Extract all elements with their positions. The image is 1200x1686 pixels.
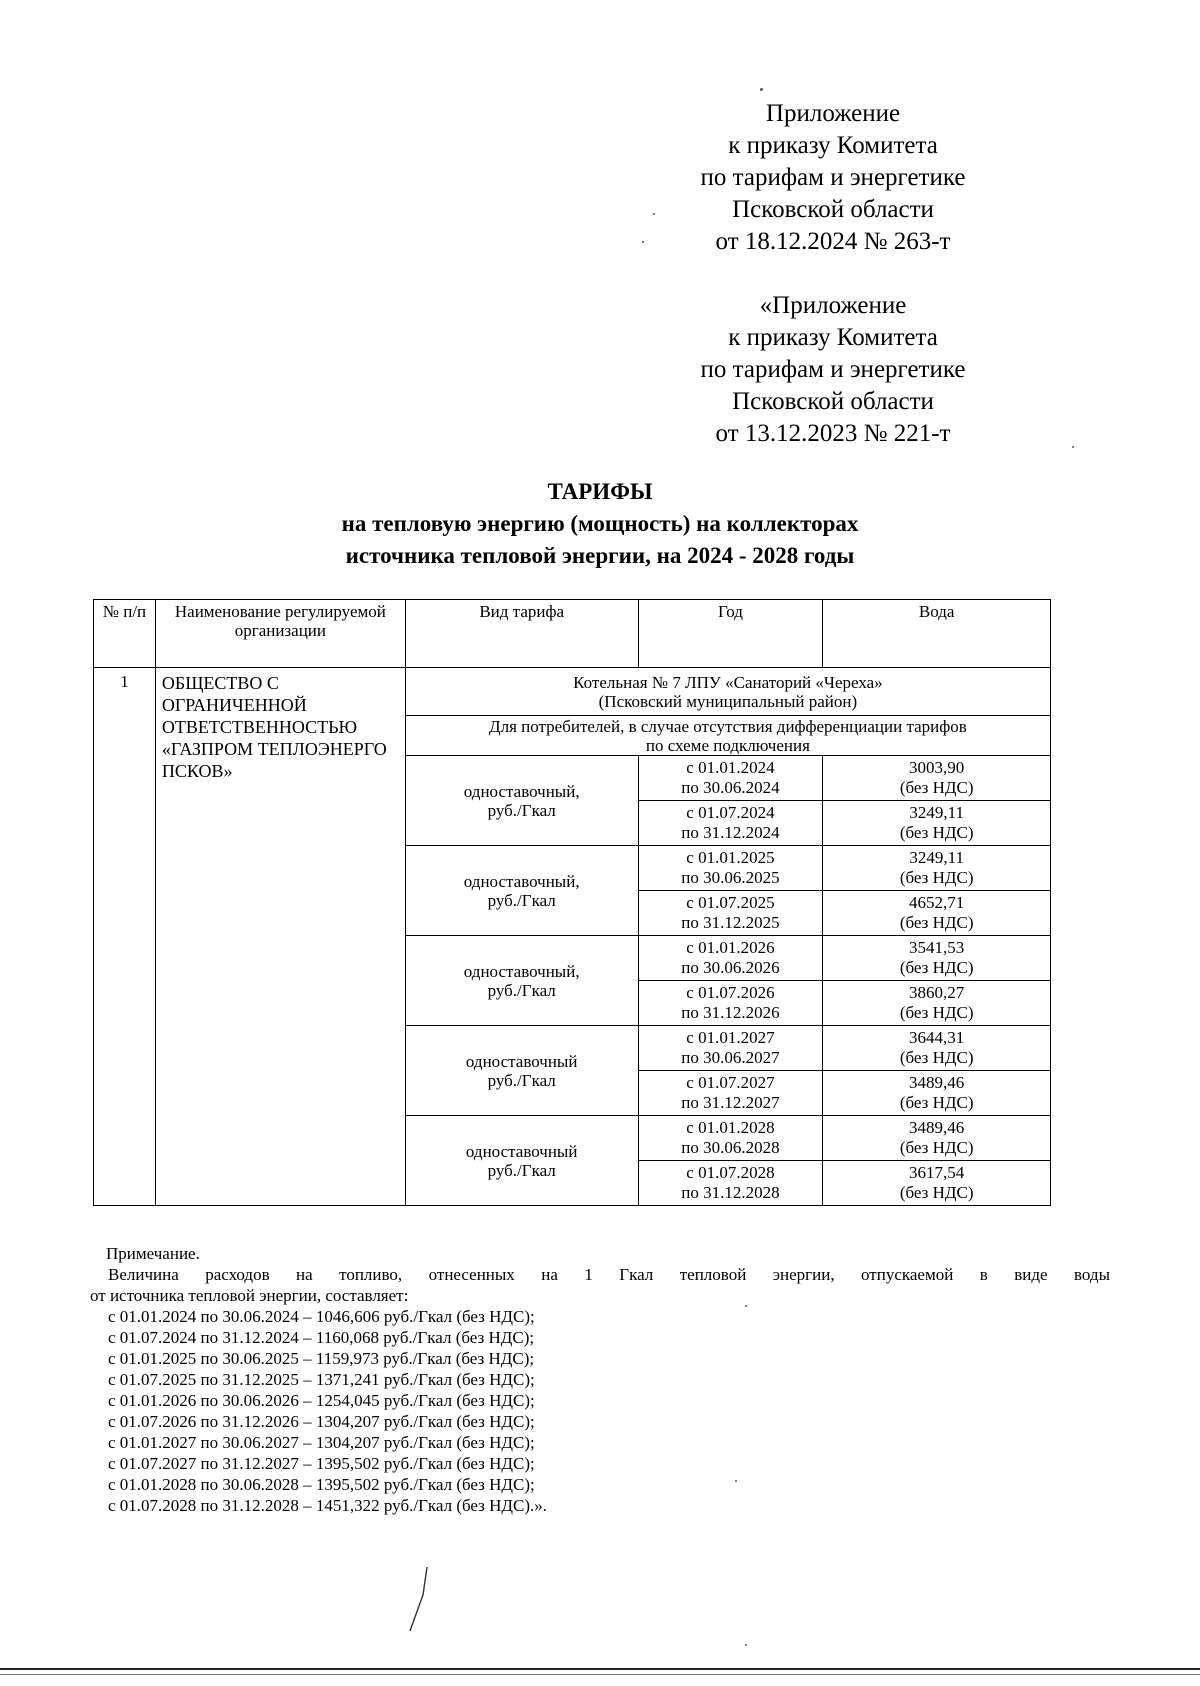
value: 3249,11 (909, 848, 964, 867)
tariff-type-line: одноставочный, (463, 871, 580, 891)
header-line: Псковской области (732, 388, 934, 415)
value: 3541,53 (909, 938, 965, 957)
vat-note: (без НДС) (899, 913, 974, 932)
consumer-line: Для потребителей, в случае отсутствия дифференциации тарифов (489, 716, 967, 736)
scan-speck (653, 213, 655, 215)
notes-heading: Примечание. (106, 1244, 200, 1263)
source-line: Котельная № 7 ЛПУ «Санаторий «Череха» (573, 672, 883, 692)
period-from: с 01.07.2026 (686, 983, 775, 1002)
vat-note: (без НДС) (899, 868, 974, 887)
period (638, 981, 823, 1026)
heat-source (405, 668, 1050, 716)
notes-intro-part1: Величина расходов на топливо, отнесенных на 1 Гкал тепловой энергии, отпускаемой в виде воды (108, 1265, 1110, 1284)
header-line: Псковской области (732, 196, 934, 223)
notes-section (90, 1243, 1110, 1516)
vat-note: (без НДС) (899, 1183, 974, 1202)
tariff-value (823, 936, 1051, 981)
tariff-type-line: одноставочный, (463, 961, 580, 981)
scan-stroke (405, 1565, 435, 1635)
value: 3249,11 (909, 803, 964, 822)
value: 3617,54 (909, 1163, 965, 1182)
period-from: с 01.07.2025 (686, 893, 775, 912)
scan-speck (760, 88, 763, 91)
tariff-value (823, 981, 1051, 1026)
value: 3644,31 (909, 1028, 965, 1047)
tariff-type (405, 1116, 638, 1206)
value: 3489,46 (909, 1118, 965, 1137)
header-line: от 13.12.2023 № 221-т (715, 420, 951, 447)
tariff-value (823, 801, 1051, 846)
tariff-value (823, 1026, 1051, 1071)
scan-speck (642, 241, 644, 243)
period-from: с 01.01.2025 (686, 848, 775, 867)
tariff-value (823, 1071, 1051, 1116)
period (638, 1071, 823, 1116)
notes-intro-part2: от источника тепловой энергии, составляет: (90, 1286, 409, 1305)
period (638, 891, 823, 936)
tariff-unit: руб./Гкал (487, 890, 556, 910)
header-line: по тарифам и энергетике (700, 164, 966, 191)
vat-note: (без НДС) (899, 1048, 974, 1067)
header-num: № п/п (94, 600, 156, 668)
header-tariff-type: Вид тарифа (405, 600, 638, 668)
title-line: источника тепловой энергии, на 2024 - 2028 годы (345, 543, 855, 568)
vat-note: (без НДС) (899, 823, 974, 842)
period-to: по 31.12.2028 (681, 1183, 780, 1202)
period-to: по 31.12.2026 (681, 1003, 780, 1022)
fuel-cost-line: с 01.01.2025 по 30.06.2025 – 1159,973 руб./Гкал (без НДС); (108, 1349, 535, 1368)
document-title (100, 476, 1100, 572)
tariff-value (823, 891, 1051, 936)
tariff-unit: руб./Гкал (487, 980, 556, 1000)
period (638, 936, 823, 981)
period (638, 756, 823, 801)
header-line: по тарифам и энергетике (700, 356, 966, 383)
period (638, 1161, 823, 1206)
tariff-value (823, 756, 1051, 801)
period (638, 846, 823, 891)
scan-speck (1072, 446, 1074, 448)
title-line: ТАРИФЫ (547, 479, 653, 504)
tariff-table (93, 599, 1051, 1206)
fuel-cost-line: с 01.07.2024 по 31.12.2024 – 1160,068 руб./Гкал (без НДС); (108, 1328, 535, 1347)
fuel-cost-line: с 01.07.2026 по 31.12.2026 – 1304,207 руб./Гкал (без НДС); (108, 1412, 535, 1431)
header-year: Год (638, 600, 823, 668)
fuel-cost-line: с 01.07.2028 по 31.12.2028 – 1451,322 руб./Гкал (без НДС).». (108, 1496, 548, 1515)
tariff-type-line: одноставочный (465, 1051, 578, 1071)
period-to: по 30.06.2027 (681, 1048, 780, 1067)
value: 3860,27 (909, 983, 965, 1002)
tariff-type-line: одноставочный, (463, 781, 580, 801)
tariff-type (405, 756, 638, 846)
consumer-category (405, 716, 1050, 756)
header-line: «Приложение (759, 292, 907, 319)
scan-speck (745, 1305, 747, 1307)
period-from: с 01.01.2024 (686, 758, 775, 777)
header-line: к приказу Комитета (728, 132, 938, 159)
tariff-value (823, 1161, 1051, 1206)
period-from: с 01.07.2027 (686, 1073, 775, 1092)
org-name: ОБЩЕСТВО С ОГРАНИЧЕННОЙ ОТВЕТСТВЕННОСТЬЮ «ГАЗПРОМ ТЕПЛОЭНЕРГО ПСКОВ» (155, 668, 405, 1206)
period-to: по 30.06.2026 (681, 958, 780, 977)
period-to: по 31.12.2027 (681, 1093, 780, 1112)
vat-note: (без НДС) (899, 778, 974, 797)
appendix-header (663, 98, 1003, 258)
fuel-cost-line: с 01.07.2027 по 31.12.2027 – 1395,502 руб./Гкал (без НДС); (108, 1454, 535, 1473)
period-from: с 01.01.2026 (686, 938, 775, 957)
tariff-type (405, 936, 638, 1026)
period-to: по 31.12.2024 (681, 823, 780, 842)
header-line: Приложение (765, 100, 901, 127)
period (638, 1116, 823, 1161)
page-edge-line (0, 1668, 1200, 1670)
fuel-cost-line: с 01.01.2028 по 30.06.2028 – 1395,502 руб./Гкал (без НДС); (108, 1475, 535, 1494)
row-number: 1 (94, 668, 156, 1206)
vat-note: (без НДС) (899, 1003, 974, 1022)
fuel-cost-line: с 01.01.2024 по 30.06.2024 – 1046,606 руб./Гкал (без НДС); (108, 1307, 535, 1326)
tariff-type-line: одноставочный (465, 1141, 578, 1161)
table-header-row (94, 600, 1051, 668)
tariff-unit: руб./Гкал (487, 800, 556, 820)
period-from: с 01.01.2028 (686, 1118, 775, 1137)
period-to: по 30.06.2025 (681, 868, 780, 887)
vat-note: (без НДС) (899, 1093, 974, 1112)
tariff-unit: руб./Гкал (487, 1160, 556, 1180)
period-to: по 31.12.2025 (681, 913, 780, 932)
period-to: по 30.06.2028 (681, 1138, 780, 1157)
header-line: к приказу Комитета (728, 324, 938, 351)
period-from: с 01.01.2027 (686, 1028, 775, 1047)
title-line: на тепловую энергию (мощность) на коллекторах (341, 511, 859, 536)
header-line: от 18.12.2024 № 263-т (715, 228, 951, 255)
fuel-cost-line: с 01.01.2026 по 30.06.2026 – 1254,045 руб./Гкал (без НДС); (108, 1391, 535, 1410)
table-row (94, 668, 1051, 716)
header-water: Вода (823, 600, 1051, 668)
tariff-type (405, 846, 638, 936)
consumer-line: по схеме подключения (645, 735, 810, 755)
tariff-value (823, 1116, 1051, 1161)
period-from: с 01.07.2028 (686, 1163, 775, 1182)
vat-note: (без НДС) (899, 1138, 974, 1157)
fuel-cost-line: с 01.01.2027 по 30.06.2027 – 1304,207 руб./Гкал (без НДС); (108, 1433, 535, 1452)
period-to: по 30.06.2024 (681, 778, 780, 797)
tariff-unit: руб./Гкал (487, 1070, 556, 1090)
header-org: Наименование регулируемой организации (155, 600, 405, 668)
tariff-value (823, 846, 1051, 891)
period-from: с 01.07.2024 (686, 803, 775, 822)
tariff-type (405, 1026, 638, 1116)
period (638, 1026, 823, 1071)
period (638, 801, 823, 846)
vat-note: (без НДС) (899, 958, 974, 977)
fuel-cost-line: с 01.07.2025 по 31.12.2025 – 1371,241 руб./Гкал (без НДС); (108, 1370, 535, 1389)
value: 3489,46 (909, 1073, 965, 1092)
scan-speck (745, 1644, 747, 1646)
page-edge-line (0, 1674, 1200, 1675)
source-line: (Псковский муниципальный район) (598, 691, 858, 711)
previous-appendix-header (663, 290, 1003, 450)
value: 3003,90 (909, 758, 965, 777)
value: 4652,71 (909, 893, 965, 912)
scan-speck (735, 1480, 737, 1482)
